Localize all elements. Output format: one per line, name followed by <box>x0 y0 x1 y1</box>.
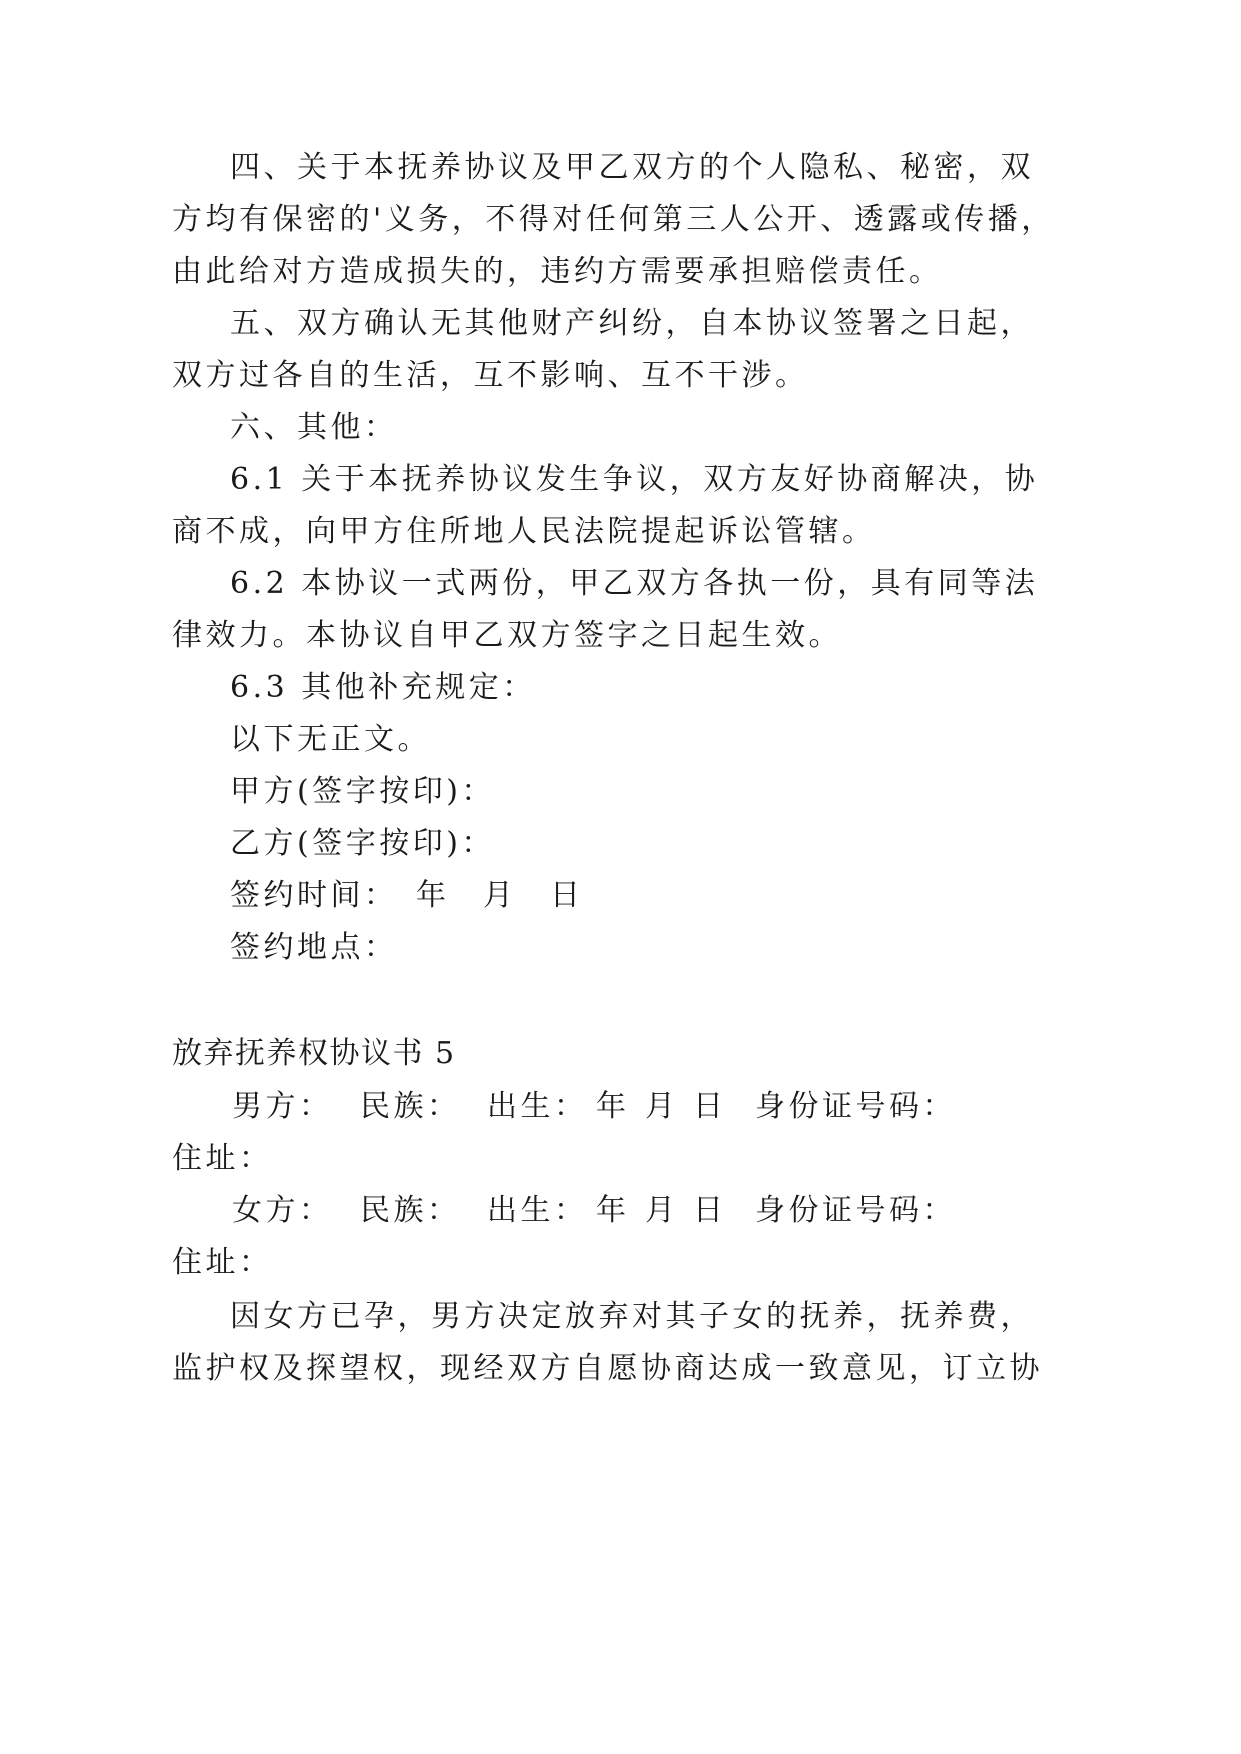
clause-6-1-line-2: 商不成，向甲方住所地人民法院提起诉讼管辖。 <box>172 514 876 549</box>
sign-place: 签约地点： <box>230 930 398 965</box>
female-birth-month: 月 <box>645 1193 679 1228</box>
male-label: 男方： <box>232 1089 333 1124</box>
male-birth-day: 日 <box>693 1089 727 1124</box>
male-address: 住址： <box>172 1141 273 1176</box>
intro-line-1: 因女方已孕，男方决定放弃对其子女的抚养，抚养费， <box>230 1299 1034 1334</box>
clause-6-2-line-1: 6.2 本协议一式两份，甲乙双方各执一份，具有同等法 <box>230 566 1039 601</box>
male-birth-month: 月 <box>645 1089 679 1124</box>
female-birth-year: 年 <box>596 1193 630 1228</box>
clause-4-line-2: 方均有保密的'义务，不得对任何第三人公开、透露或传播， <box>172 202 1055 237</box>
clause-6-title: 六、其他： <box>230 410 398 445</box>
male-info-row <box>0 1087 1241 1127</box>
female-ethnicity: 民族： <box>360 1193 461 1228</box>
female-address: 住址： <box>172 1245 273 1280</box>
intro-line-2: 监护权及探望权，现经双方自愿协商达成一致意见，订立协 <box>172 1351 1043 1386</box>
party-b-signature: 乙方(签字按印)： <box>230 826 495 861</box>
female-birth-day: 日 <box>693 1193 727 1228</box>
clause-6-2-line-2: 律效力。本协议自甲乙双方签字之日起生效。 <box>172 618 842 653</box>
clause-5-line-1: 五、双方确认无其他财产纠纷，自本协议签署之日起， <box>230 306 1034 341</box>
clause-6-1-line-1: 6.1 关于本抚养协议发生争议，双方友好协商解决，协 <box>230 462 1039 497</box>
clause-4-line-3: 由此给对方造成损失的，违约方需要承担赔偿责任。 <box>172 254 943 289</box>
sign-time: 签约时间： 年 月 日 <box>230 878 584 913</box>
section-title: 放弃抚养权协议书 5 <box>172 1036 456 1071</box>
clause-4-line-1: 四、关于本抚养协议及甲乙双方的个人隐私、秘密，双 <box>230 150 1034 185</box>
male-birth-year: 年 <box>596 1089 630 1124</box>
female-info-row <box>0 1191 1241 1231</box>
female-id-number: 身份证号码： <box>755 1193 956 1228</box>
female-birth: 出生： <box>487 1193 588 1228</box>
male-ethnicity: 民族： <box>360 1089 461 1124</box>
party-a-signature: 甲方(签字按印)： <box>230 774 495 809</box>
clause-5-line-2: 双方过各自的生活，互不影响、互不干涉。 <box>172 358 809 393</box>
clause-6-3: 6.3 其他补充规定： <box>230 670 536 705</box>
male-id-number: 身份证号码： <box>755 1089 956 1124</box>
female-label: 女方： <box>232 1193 333 1228</box>
male-birth: 出生： <box>487 1089 588 1124</box>
no-more-text: 以下无正文。 <box>230 722 431 757</box>
